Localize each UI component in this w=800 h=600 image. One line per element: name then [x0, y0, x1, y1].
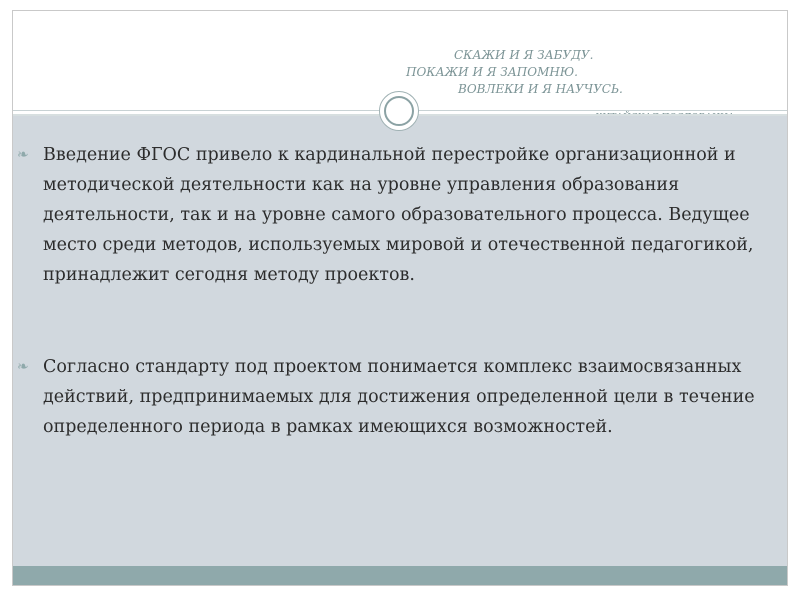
divider-ornament-icon	[379, 91, 419, 131]
bullet-text-1: Введение ФГОС привело к кардинальной перестройке организационной и методической деятельности как на уровне управления образования деятельности, так и на уровне самого образовательного процесса. Ведущее место среди методов, используемых мировой и отечественной педагогикой, принадлежит сегодня методу проектов.	[43, 145, 754, 285]
bullet-item-2	[17, 352, 763, 442]
footer-accent-bar	[13, 566, 787, 585]
bullet-text-2: Согласно стандарту под проектом понимается комплекс взаимосвязанных действий, предпринимаемых для достижения определенной цели в течение определенного периода в рамках имеющихся возможностей.	[43, 357, 755, 437]
ornamental-bullet-icon: ❧	[17, 359, 29, 375]
quote-line-3: ВОВЛЕКИ И Я НАУЧУСЬ.	[458, 82, 623, 96]
slide-content	[13, 116, 787, 566]
quote-line-2: ПОКАЖИ И Я ЗАПОМНЮ.	[406, 65, 578, 79]
ornamental-bullet-icon: ❧	[17, 147, 29, 163]
ornament-ring	[384, 96, 414, 126]
bullet-item-1	[17, 140, 763, 290]
quote-line-1: СКАЖИ И Я ЗАБУДУ.	[454, 48, 594, 62]
